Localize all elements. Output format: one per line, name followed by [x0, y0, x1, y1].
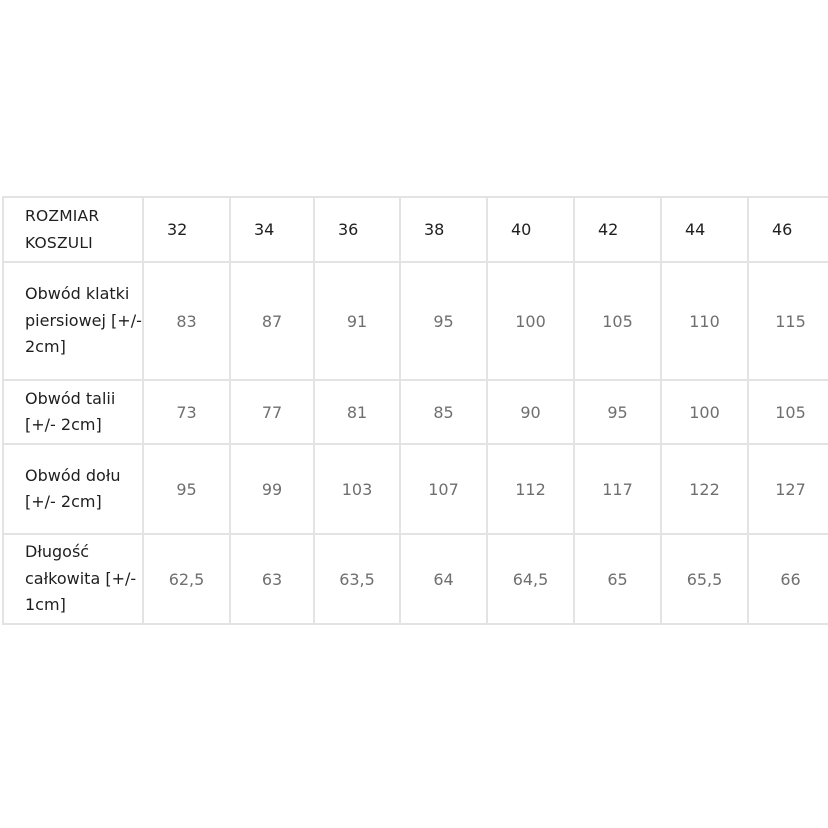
value-cell: 90 [487, 380, 574, 444]
size-header-cell: 46 [748, 197, 828, 262]
row-label-hem: Obwód dołu [+/- 2cm] [3, 444, 143, 534]
value-cell: 62,5 [143, 534, 230, 624]
row-label-waist: Obwód talii [+/- 2cm] [3, 380, 143, 444]
value-cell: 91 [314, 262, 400, 380]
value-cell: 115 [748, 262, 828, 380]
table-row-hem [3, 444, 828, 534]
size-header-cell: 42 [574, 197, 661, 262]
value-cell: 64,5 [487, 534, 574, 624]
value-cell: 64 [400, 534, 487, 624]
value-cell: 63,5 [314, 534, 400, 624]
value-cell: 65 [574, 534, 661, 624]
value-cell: 77 [230, 380, 314, 444]
size-header-cell: 44 [661, 197, 748, 262]
value-cell: 105 [748, 380, 828, 444]
size-header-label: ROZMIAR KOSZULI [3, 197, 143, 262]
value-cell: 95 [574, 380, 661, 444]
value-cell: 85 [400, 380, 487, 444]
value-cell: 103 [314, 444, 400, 534]
value-cell: 107 [400, 444, 487, 534]
size-header-cell: 32 [143, 197, 230, 262]
value-cell: 66 [748, 534, 828, 624]
value-cell: 63 [230, 534, 314, 624]
value-cell: 73 [143, 380, 230, 444]
table-row-chest [3, 262, 828, 380]
value-cell: 105 [574, 262, 661, 380]
value-cell: 117 [574, 444, 661, 534]
header-row [3, 197, 828, 262]
table-row-waist [3, 380, 828, 444]
value-cell: 112 [487, 444, 574, 534]
value-cell: 87 [230, 262, 314, 380]
size-header-cell: 40 [487, 197, 574, 262]
size-header-cell: 36 [314, 197, 400, 262]
value-cell: 100 [661, 380, 748, 444]
value-cell: 83 [143, 262, 230, 380]
row-label-length: Długość całkowita [+/- 1cm] [3, 534, 143, 624]
value-cell: 100 [487, 262, 574, 380]
value-cell: 81 [314, 380, 400, 444]
value-cell: 99 [230, 444, 314, 534]
row-label-chest: Obwód klatki piersiowej [+/- 2cm] [3, 262, 143, 380]
value-cell: 95 [400, 262, 487, 380]
table-row-length [3, 534, 828, 624]
size-header-cell: 34 [230, 197, 314, 262]
size-header-cell: 38 [400, 197, 487, 262]
value-cell: 127 [748, 444, 828, 534]
value-cell: 110 [661, 262, 748, 380]
value-cell: 95 [143, 444, 230, 534]
size-chart-table [2, 196, 828, 625]
value-cell: 65,5 [661, 534, 748, 624]
value-cell: 122 [661, 444, 748, 534]
